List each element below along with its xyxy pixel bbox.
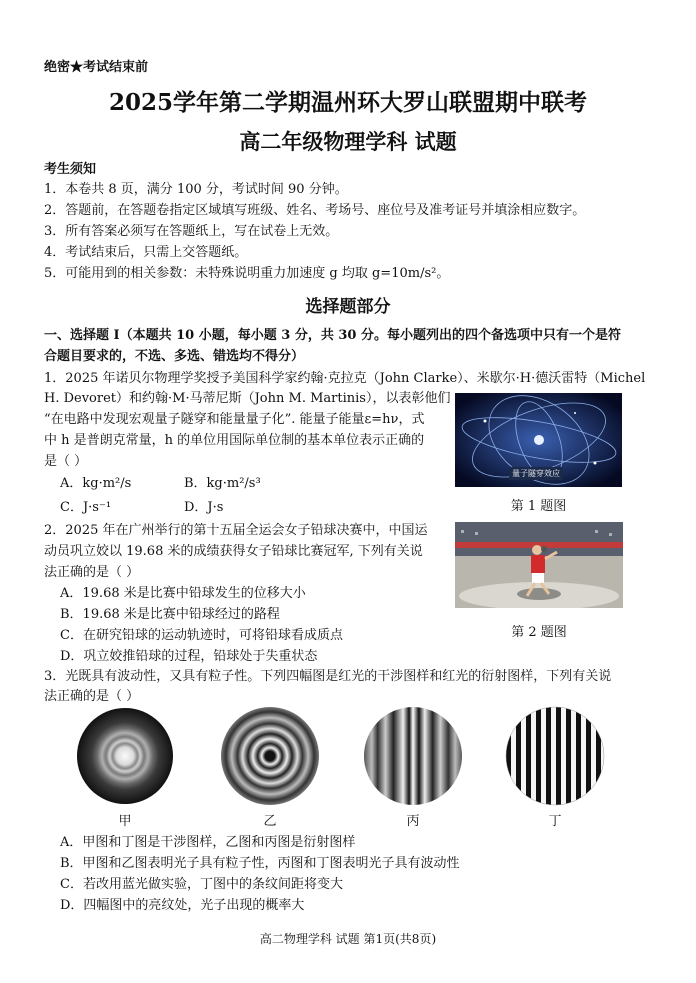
page-footer: 高二物理学科 试题 第1页(共8页) (259, 932, 437, 946)
q3-figures (0, 706, 696, 810)
q3-option: B．甲图和乙图表明光子具有粒子性，丙图和丁图表明光子具有波动性 (60, 856, 460, 871)
q2-line: 2．2025 年在广州举行的第十五届全运会女子铅球决赛中，中国运 (44, 523, 428, 538)
q2-option: A．19.68 米是比赛中铅球发生的位移大小 (60, 586, 306, 601)
notice-item: 5．可能用到的相关参数：未特殊说明重力加速度 g 均取 g=10m/s²。 (44, 266, 450, 281)
q3-label-ding: 丁 (548, 814, 562, 829)
q1-figure-text: 量子隧穿效应 (509, 467, 563, 480)
notice-item: 4．考试结束后，只需上交答题纸。 (44, 245, 248, 260)
q3-line: 3．光既具有波动性，又具有粒子性。下列四幅图是红光的干涉图样和红光的衍射图样，下列有关说 (44, 669, 612, 684)
q1-line: 是（ ） (44, 454, 88, 469)
q1-option-a: A．kg·m²/s (60, 476, 132, 491)
q2-line: 法正确的是（ ） (44, 565, 140, 580)
figure-bing (364, 707, 462, 805)
q3-label-jia: 甲 (118, 814, 132, 829)
secret-label: 绝密★考试结束前 (44, 60, 149, 75)
q1-figure-image (455, 393, 622, 487)
q1-line: H. Devoret）和约翰·M·马蒂尼斯（John M. Martinis），以表彰他们 (44, 391, 451, 406)
q1-figure-caption: 第 1 题图 (510, 499, 567, 514)
q3-option: D．四幅图中的亮纹处，光子出现的概率大 (60, 898, 305, 913)
figure-yi (221, 707, 319, 805)
notice-heading: 考生须知 (44, 162, 97, 177)
section-title: 选择题部分 (305, 297, 391, 317)
notice-item: 1．本卷共 8 页，满分 100 分，考试时间 90 分钟。 (44, 182, 348, 197)
q1-option-d: D．J·s (184, 500, 224, 515)
q3-option: C．若改用蓝光做实验，丁图中的条纹间距将变大 (60, 877, 343, 892)
shot-put-photo (455, 522, 623, 608)
q2-option: B．19.68 米是比赛中铅球经过的路程 (60, 607, 280, 622)
q2-option: D．巩立姣推铅球的过程，铅球处于失重状态 (60, 649, 318, 664)
q2-option: C．在研究铅球的运动轨迹时，可将铅球看成质点 (60, 628, 343, 643)
part1-heading-line1: 一、选择题 Ⅰ（本题共 10 小题，每小题 3 分，共 30 分。每小题列出的四个备选项中只有一个是符 (44, 328, 621, 343)
q1-option-c: C．J·s⁻¹ (60, 500, 112, 515)
q3-label-bing: 丙 (406, 814, 420, 829)
exam-title: 2025学年第二学期温州环大罗山联盟期中联考 (108, 89, 587, 116)
q2-line: 动员巩立姣以 19.68 米的成绩获得女子铅球比赛冠军, 下列有关说 (44, 544, 423, 559)
exam-subtitle: 高二年级物理学科 试题 (239, 129, 457, 154)
part1-heading-line2: 合题目要求的，不选、多选、错选均不得分） (44, 349, 305, 364)
q1-line: 1．2025 年诺贝尔物理学奖授予美国科学家约翰·克拉克（John Clarke）、米歇尔·H·德沃雷特（Michel (44, 371, 646, 386)
q1-line: 中 h 是普朗克常量，h 的单位用国际单位制的基本单位表示正确的 (44, 433, 425, 448)
q1-line: “在电路中发现宏观量子隧穿和能量量子化”. 能量子能量ε=hν，式 (44, 412, 425, 427)
figure-jia (77, 708, 173, 804)
q3-label-yi: 乙 (263, 814, 277, 829)
q1-option-b: B．kg·m²/s³ (184, 476, 261, 491)
q3-option: A．甲图和丁图是干涉图样，乙图和丙图是衍射图样 (60, 835, 356, 850)
notice-item: 3．所有答案必须写在答题纸上，写在试卷上无效。 (44, 224, 339, 239)
notice-item: 2．答题前，在答题卷指定区域填写班级、姓名、考场号、座位号及准考证号并填涂相应数字。 (44, 203, 586, 218)
figure-ding (506, 707, 604, 805)
q2-figure-image (455, 522, 623, 608)
q3-line: 法正确的是（ ） (44, 689, 140, 704)
q2-figure-caption: 第 2 题图 (511, 625, 567, 640)
